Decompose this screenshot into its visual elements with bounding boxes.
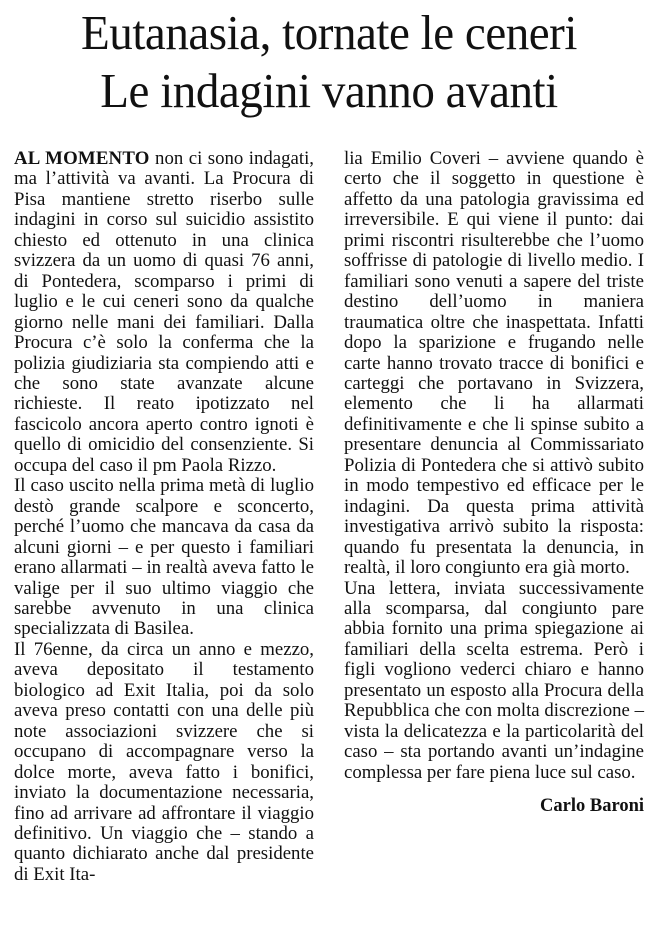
- article-paragraph: Il 76enne, da circa un anno e mezzo, aveva depositato il testamento biologico ad Exit Italia, poi da solo aveva preso contatti con una delle più note associazioni svizzere che si occupano di accompagnare verso la dolce morte, aveva fatto i bonifici, inviato la documentazione necessaria, fino ad arrivare ad affrontare il viaggio definitivo. Un viaggio che – stando a quanto dichiarato anche dal presidente di Exit Ita-: [14, 638, 314, 885]
- article-column-2: [344, 149, 644, 885]
- article-lead: AL MOMENTO: [14, 148, 150, 169]
- article-paragraph-text: non ci sono indagati, ma l’attività va avanti. La Procura di Pisa mantiene stretto riserbo sulle indagini in corso sul suicidio assistito chiesto ed ottenuto in una clinica svizzera da un uomo di quasi 76 anni, di Pontedera, scomparso i primi di luglio e le cui ceneri sono da qualche giorno nelle mani dei familiari. Dalla Procura c’è solo la conferma che la polizia giudiziaria sta compiendo atti e che sono state avanzate alcune richieste. Il reato ipotizzato nel fascicolo ancora aperto contro ignoti è quello di omicidio del consenziente. Si occupa del caso il pm Paola Rizzo.: [14, 148, 315, 476]
- headline-line-2: Le indagini vanno avanti: [100, 63, 558, 118]
- article-paragraph: [14, 149, 314, 476]
- article-paragraph: Una lettera, inviata successivamente alla scomparsa, dal congiunto pare abbia fornito una prima spiegazione ai familiari della scelta estrema. Però i figli vogliono vederci chiaro e hanno presentato un esposto alla Procura della Repubblica che con molta discrezione – vista la delicatezza e la particolarità del caso – sta portando avanti un’indagine complessa per fare piena luce sul caso.: [344, 577, 644, 783]
- headline: [27, 0, 632, 120]
- article-paragraph: Il caso uscito nella prima metà di luglio destò grande scalpore e sconcerto, perché l’uomo che mancava da casa da alcuni giorni – e per questo i familiari erano allarmati – in realtà aveva fatto le valige per il suo ultimo viaggio che sarebbe avvenuto in una clinica specializzata di Basilea.: [14, 475, 314, 640]
- article-column-1: [14, 149, 314, 885]
- author-byline: Carlo Baroni: [540, 796, 644, 817]
- article-paragraph: lia Emilio Coveri – avviene quando è certo che il soggetto in questione è affetto da una patologia gravissima ed irreversibile. E qui viene il punto: dai primi riscontri risulterebbe che l’uomo soffrisse di patologie di livello medio. I familiari sono venuti a sapere del triste destino dell’uomo in maniera traumatica oltre che inaspettata. Infatti dopo la sparizione e frugando nelle carte hanno trovato tracce di bonifici e carteggi che portavano in Svizzera, elemento che li ha allarmati definitivamente e che li spinse subito a presentare denuncia al Commissariato Polizia di Pontedera che si attivò subito in modo tempestivo ed efficace per le indagini. Da questa prima attività investigativa arrivò subito la risposta: quando fu presentata la denuncia, in realtà, il loro congiunto era già morto.: [344, 148, 644, 579]
- headline-line-1: Eutanasia, tornate le ceneri: [81, 5, 577, 60]
- article-body: [14, 149, 644, 885]
